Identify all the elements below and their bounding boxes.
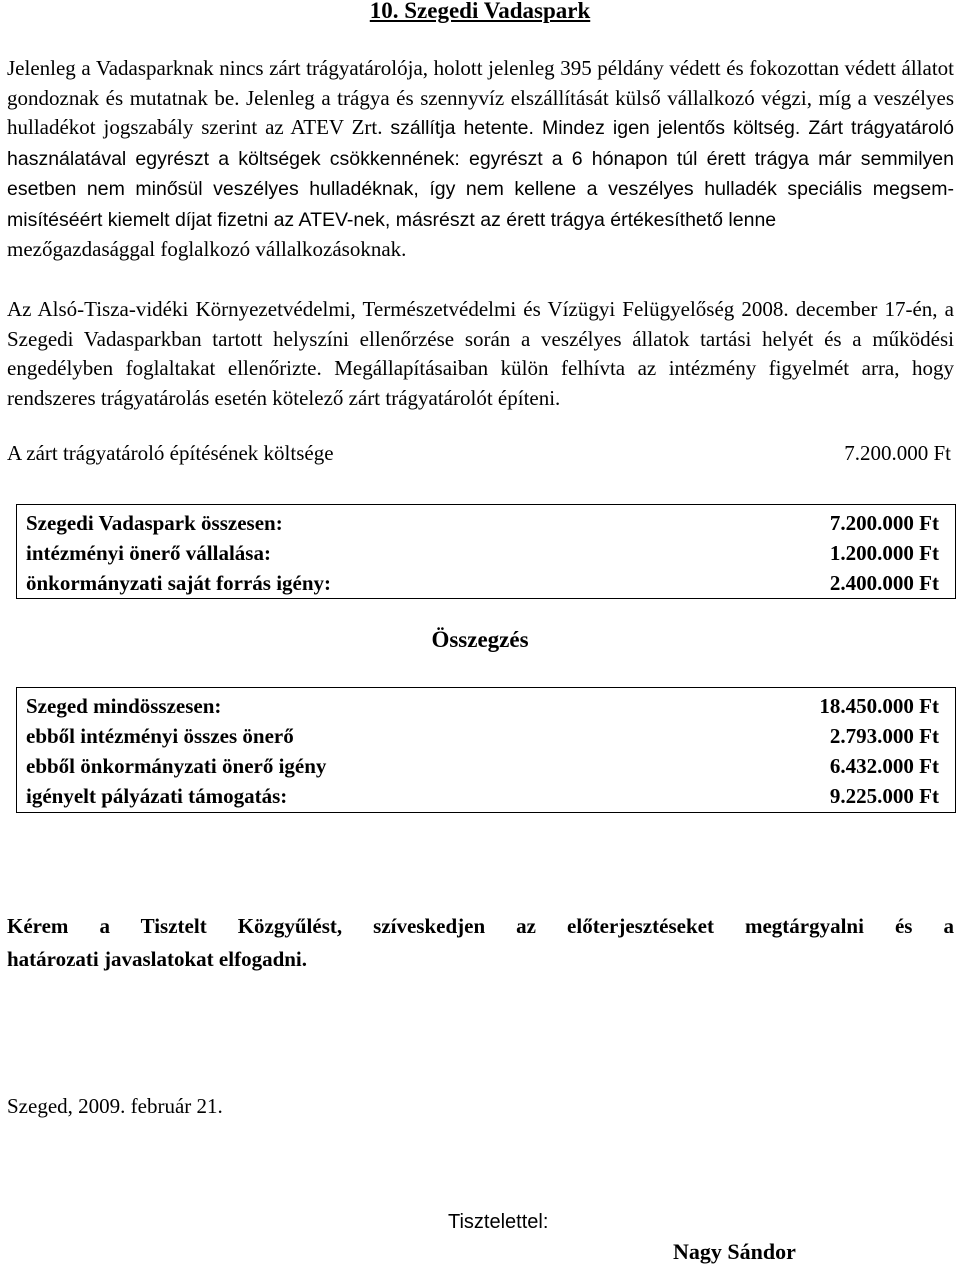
construction-cost-label: A zárt trágyatároló építésének költsége xyxy=(7,441,334,465)
summary-label: Szegedi Vadaspark összesen: xyxy=(26,511,283,535)
summary-row xyxy=(26,508,939,538)
intro-text-part3: mezőgazdasággal foglalkozó vállalkozásoknak. xyxy=(7,237,407,261)
total-row xyxy=(26,691,939,721)
summary-row xyxy=(26,568,939,598)
construction-cost-value: 7.200.000 Ft xyxy=(844,441,951,465)
total-label: Szeged mindösszesen: xyxy=(26,694,222,718)
total-value: 9.225.000 Ft xyxy=(829,784,939,808)
total-row xyxy=(26,781,939,811)
inspection-paragraph: Az Alsó-Tisza-vidéki Környezetvédelmi, Természetvédelmi és Vízügyi Felügyelőség 2008. december 17-én, a Szegedi Vadasparkban tartott helyszíni ellenőrzése során a veszélyes állatok tartási helyét és a működési engedélyben foglaltakat ellenőrizte. Megállapításaiban külön felhívta az intézmény figyelmét arra, hogy rendszeres trágyatárolás esetén kötelező zárt trágyatárolót építeni. xyxy=(7,297,954,410)
summary-value: 7.200.000 Ft xyxy=(829,511,939,535)
summary-row xyxy=(26,538,939,568)
greeting: Tisztelettel: xyxy=(448,1211,549,1233)
signer-name: Nagy Sándor xyxy=(673,1239,796,1264)
closing-request-line1: Kérem a Tisztelt Közgyűlést, szíveskedjen az előterjesztéseket megtárgyalni és a xyxy=(7,914,954,938)
closing-request-line2: határozati javaslatokat elfogadni. xyxy=(7,947,308,971)
total-row xyxy=(26,751,939,781)
document-date: Szeged, 2009. február 21. xyxy=(7,1094,223,1118)
total-value: 6.432.000 Ft xyxy=(829,754,939,778)
summary-label: önkormányzati saját forrás igény: xyxy=(26,571,332,595)
intro-paragraph xyxy=(7,54,954,265)
intro-text-part2: szállítja hetente. Mindez igen jelentős költség. Zárt trágyatároló használatával egyrészt a költségek csökkennének: egyrészt a 6 hónapon túl érett trágya már semmilyen esetben nem minősül veszélyes hulladéknak, így nem kellene a veszélyes hulladék speciális megsem-misítéséért kiemelt díjat fizetni az ATEV-nek, másrészt az érett trágya értékesíthető lenne xyxy=(7,117,955,231)
intro-text-part1: Jelenleg a Vadasparknak nincs zárt trágyatárolója, holott jelenleg 395 példány védett és fokozottan védett állatot gondoznak és mutatnak be. Jelenleg a trágya és szennyvíz elszállítását külső vállalkozó végzi, míg a veszélyes hulladékot jogszabály szerint az ATEV Zrt. xyxy=(7,56,954,139)
total-label: ebből intézményi összes önerő xyxy=(26,724,294,748)
summary-value: 2.400.000 Ft xyxy=(829,571,939,595)
summary-heading: Összegzés xyxy=(431,627,529,652)
total-label: igényelt pályázati támogatás: xyxy=(26,784,288,808)
total-value: 2.793.000 Ft xyxy=(829,724,939,748)
vadaspark-summary-box xyxy=(16,504,956,599)
construction-cost-line xyxy=(7,441,951,466)
total-label: ebből önkormányzati önerő igény xyxy=(26,754,327,778)
total-row xyxy=(26,721,939,751)
section-title: 10. Szegedi Vadaspark xyxy=(369,0,591,23)
summary-value: 1.200.000 Ft xyxy=(829,541,939,565)
closing-request xyxy=(7,910,954,976)
summary-label: intézményi önerő vállalása: xyxy=(26,541,271,565)
total-summary-box xyxy=(16,687,956,813)
total-value: 18.450.000 Ft xyxy=(819,694,939,718)
